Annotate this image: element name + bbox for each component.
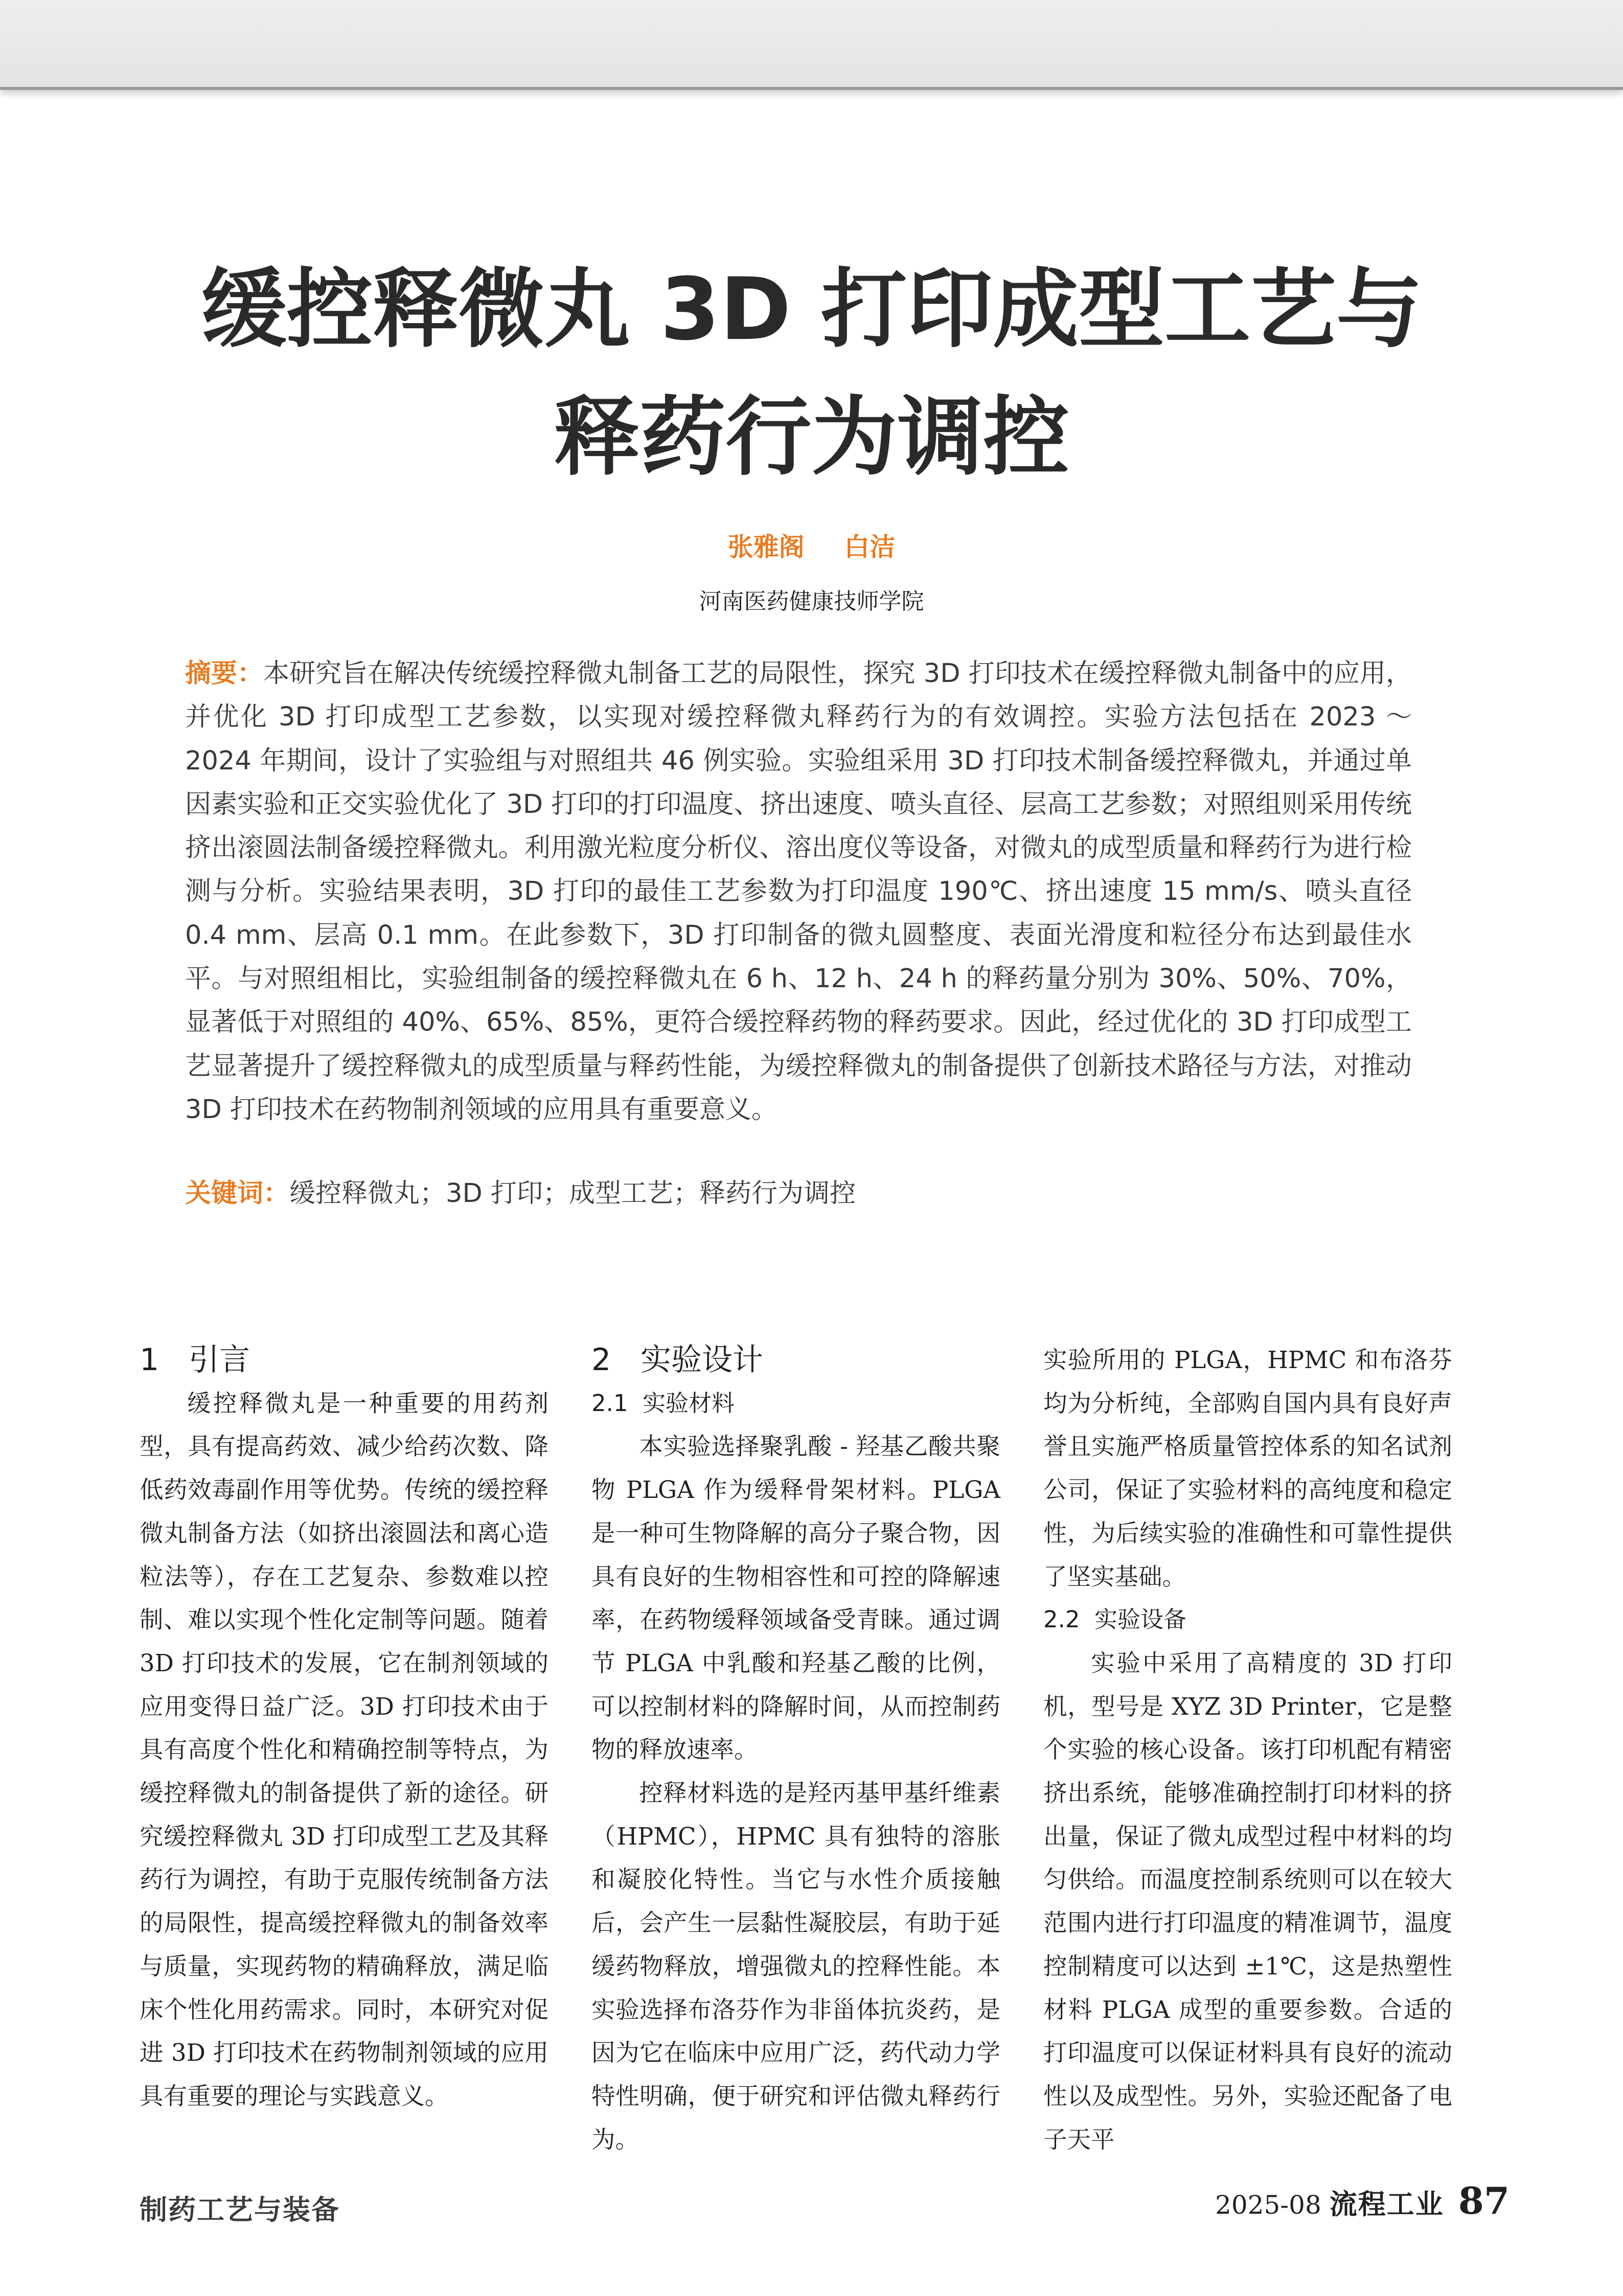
section-1-paragraph: 缓控释微丸是一种重要的用药剂型，具有提高药效、减少给药次数、降低药效毒副作用等优势。传统的缓控释微丸制备方法（如挤出滚圆法和离心造粒法等），存在工艺复杂、参数难以控制、难以实现个性化定制等问题。随着 3D 打印技术的发展，它在制剂领域的应用变得日益广泛。3D 打印技术由于具有高度个性化和精确控制等特点，为缓控释微丸的制备提供了新的途径。研究缓控释微丸 3D 打印成型工艺及其释药行为调控，有助于克服传统制备方法的局限性，提高缓控释微丸的制备效率与质量，实现药物的精确释放，满足临床个性化用药需求。同时，本研究对促进 3D 打印技术在药物制剂领域的应用具有重要的理论与实践意义。 bbox=[140, 1389, 548, 2110]
article-title bbox=[128, 245, 1495, 501]
column-2 bbox=[591, 1338, 1000, 2161]
page-number: 87 bbox=[1458, 2179, 1510, 2222]
subsection-2-1-heading bbox=[591, 1382, 1000, 1425]
column-3 bbox=[1043, 1338, 1452, 2161]
title-line-2: 释药行为调控 bbox=[554, 387, 1069, 487]
affiliation: 河南医药健康技师学院 bbox=[699, 588, 924, 615]
column-1 bbox=[140, 1338, 548, 2118]
materials-paragraph-3: 实验所用的 PLGA，HPMC 和布洛芬均为分析纯，全部购自国内具有良好声誉且实施严格质量管控体系的知名试剂公司，保证了实验材料的高纯度和稳定性，为后续实验的准确性和可靠性提供了坚实基础。 bbox=[1043, 1346, 1452, 1590]
journal-section-name: 制药工艺与装备 bbox=[140, 2193, 340, 2226]
magazine-name: 流程工业 bbox=[1329, 2188, 1444, 2220]
subsection-2-1-title: 实验材料 bbox=[643, 1389, 735, 1417]
section-2-title: 实验设计 bbox=[641, 1342, 763, 1378]
abstract bbox=[185, 652, 1412, 1131]
section-1-title: 引言 bbox=[189, 1342, 250, 1378]
abstract-text: 本研究旨在解决传统缓控释微丸制备工艺的局限性，探究 3D 打印技术在缓控释微丸制备中的应用，并优化 3D 打印成型工艺参数，以实现对缓控释微丸释药行为的有效调控。实验方法包括在 2023 ～ 2024 年期间，设计了实验组与对照组共 46 例实验。实验组采用 3D 打印技术制备缓控释微丸，并通过单因素实验和正交实验优化了 3D 打印的打印温度、挤出速度、喷头直径、层高工艺参数；对照组则采用传统挤出滚圆法制备缓控释微丸。利用激光粒度分析仪、溶出度仪等设备，对微丸的成型质量和释药行为进行检测与分析。实验结果表明，3D 打印的最佳工艺参数为打印温度 190℃、挤出速度 15 mm/s、喷头直径 0.4 mm、层高 0.1 mm。在此参数下，3D 打印制备的微丸圆整度、表面光滑度和粒径分布达到最佳水平。与对照组相比，实验组制备的缓控释微丸在 6 h、12 h、24 h 的释药量分别为 30%、50%、70%，显著低于对照组的 40%、65%、85%，更符合缓控释药物的释药要求。因此，经过优化的 3D 打印成型工艺显著提升了缓控释微丸的成型质量与释药性能，为缓控释微丸的制备提供了创新技术路径与方法，对推动 3D 打印技术在药物制剂领域的应用具有重要意义。 bbox=[185, 658, 1412, 1125]
subsection-2-2-number: 2.2 bbox=[1043, 1606, 1080, 1633]
authors: 张雅阁 白洁 bbox=[727, 532, 896, 562]
footer-issue-info bbox=[1215, 2179, 1510, 2222]
issue-date: 2025-08 bbox=[1215, 2190, 1321, 2220]
section-1-heading bbox=[140, 1338, 548, 1382]
section-2-number: 2 bbox=[591, 1342, 611, 1378]
keywords-label: 关键词： bbox=[185, 1178, 290, 1209]
materials-paragraph-1: 本实验选择聚乳酸 - 羟基乙酸共聚物 PLGA 作为缓释骨架材料。PLGA 是一种可生物降解的高分子聚合物，因具有良好的生物相容性和可控的降解速率，在药物缓释领域备受青睐。通过调节 PLGA 中乳酸和羟基乙酸的比例，可以控制材料的降解时间，从而控制药物的释放速率。 bbox=[591, 1433, 1000, 1764]
equipment-paragraph-1: 实验中采用了高精度的 3D 打印机，型号是 XYZ 3D Printer，它是整个实验的核心设备。该打印机配有精密挤出系统，能够准确控制打印材料的挤出量，保证了微丸成型过程中材料的均匀供给。而温度控制系统则可以在较大范围内进行打印温度的精准调节，温度控制精度可以达到 ±1℃，这是热塑性材料 PLGA 成型的重要参数。合适的打印温度可以保证材料具有良好的流动性以及成型性。另外，实验还配备了电子天平 bbox=[1043, 1649, 1452, 2153]
materials-paragraph-2: 控释材料选的是羟丙基甲基纤维素（HPMC），HPMC 具有独特的溶胀和凝胶化特性。当它与水性介质接触后，会产生一层黏性凝胶层，有助于延缓药物释放，增强微丸的控释性能。本实验选择布洛芬作为非甾体抗炎药，是因为它在临床中应用广泛，药代动力学特性明确，便于研究和评估微丸释药行为。 bbox=[591, 1779, 1000, 2153]
subsection-2-1-number: 2.1 bbox=[591, 1389, 628, 1417]
section-2-heading bbox=[591, 1338, 1000, 1382]
subsection-2-2-heading bbox=[1043, 1598, 1452, 1642]
subsection-2-2-title: 实验设备 bbox=[1094, 1606, 1187, 1633]
top-banner bbox=[0, 0, 1623, 90]
keywords-text: 缓控释微丸；3D 打印；成型工艺；释药行为调控 bbox=[289, 1178, 856, 1209]
keywords bbox=[185, 1173, 1412, 1214]
abstract-label: 摘要： bbox=[185, 658, 264, 689]
title-line-1: 缓控释微丸 3D 打印成型工艺与 bbox=[200, 259, 1423, 359]
section-1-number: 1 bbox=[140, 1342, 159, 1378]
